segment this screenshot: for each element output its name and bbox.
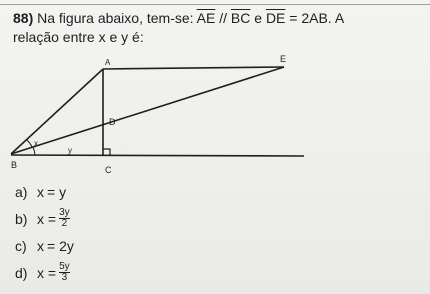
option-d-lhs: x = <box>37 264 57 281</box>
geometry-figure <box>6 54 306 184</box>
segment-bc-line <box>11 155 304 156</box>
option-a-lhs: x <box>37 183 44 200</box>
equals-ab: = 2AB. A <box>289 10 345 26</box>
answer-options <box>15 178 74 286</box>
option-b-label: b) <box>15 210 28 227</box>
option-d[interactable] <box>15 259 74 286</box>
question-number: 88) <box>13 10 34 26</box>
option-c-rhs: = 2y <box>47 237 74 254</box>
segment-ab-line <box>11 69 103 154</box>
angle-y-label: y <box>68 146 72 155</box>
segment-bc: $\overline{BC}$ <box>230 10 251 26</box>
point-d-label: D <box>109 117 116 127</box>
option-d-denominator: 3 <box>61 272 68 283</box>
option-c-label: c) <box>15 237 27 254</box>
option-d-label: d) <box>15 264 28 281</box>
angle-x-arc <box>27 140 32 147</box>
option-b-numerator: 3y <box>59 207 70 218</box>
option-c[interactable] <box>15 232 74 259</box>
angle-y-arc <box>33 147 35 155</box>
option-a-rhs: = y <box>47 183 67 200</box>
question-statement <box>13 10 428 27</box>
option-c-lhs: x <box>37 237 44 254</box>
option-a[interactable] <box>15 178 74 205</box>
question-subtitle: relação entre x e y é: <box>13 29 144 45</box>
segment-ae-line <box>103 67 284 69</box>
option-a-label: a) <box>15 183 28 200</box>
option-b-fraction <box>59 208 70 229</box>
segment-de: $\overline{DE}$ <box>265 10 286 26</box>
parallel-symbol: // <box>219 10 231 26</box>
question-text: Na figura abaixo, tem-se: <box>37 10 197 26</box>
point-b-label: B <box>11 160 18 170</box>
segment-be-line <box>11 67 284 154</box>
point-c-label: C <box>105 165 112 175</box>
top-divider <box>0 4 430 5</box>
angle-x-label: x <box>34 139 38 148</box>
point-a-label: A <box>105 58 111 67</box>
option-d-fraction <box>59 262 70 283</box>
option-b[interactable] <box>15 205 74 232</box>
conjunction: e <box>254 10 266 26</box>
option-b-denominator: 2 <box>61 218 68 229</box>
segment-ae: $\overline{AE}$ <box>196 10 216 26</box>
option-d-numerator: 5y <box>59 261 70 272</box>
point-e-label: E <box>280 54 287 64</box>
option-b-lhs: x = <box>37 210 57 227</box>
